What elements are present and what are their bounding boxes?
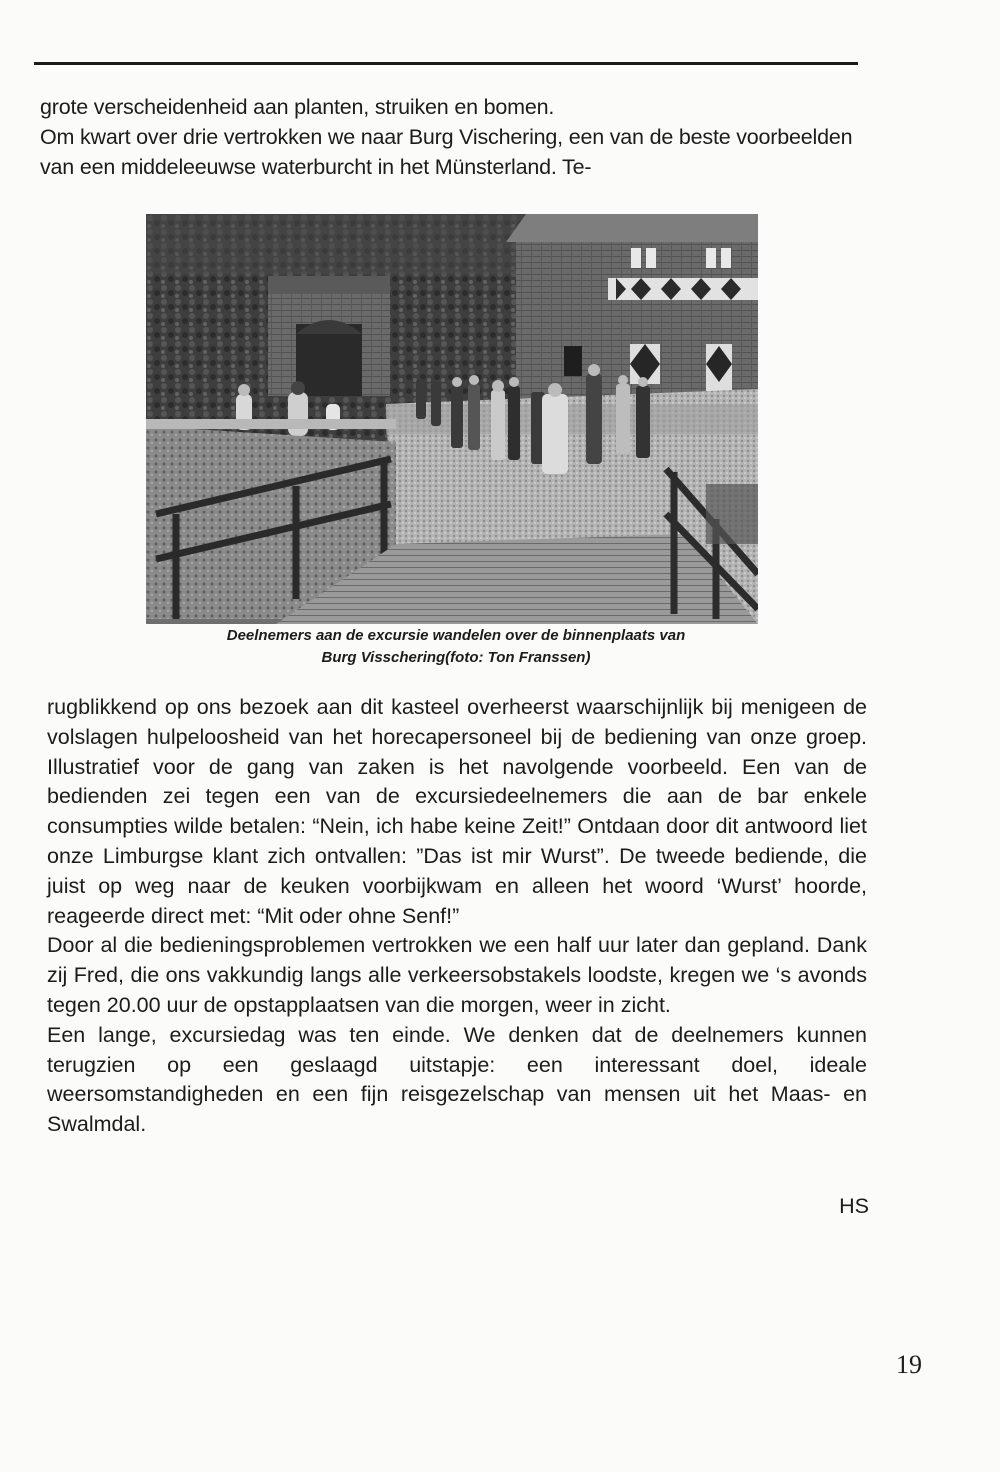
- header-rule: [34, 62, 858, 65]
- intro-text: [40, 92, 870, 182]
- body-paragraph-2: Door al die bedieningsproblemen vertrokken we een half uur later dan gepland. Dank zij Fred, die ons vakkundig langs alle verkeersobstakels loodste, kregen we ‘s avonds tegen 20.00 uur de opstapplaatsen van die morgen, weer in zicht.: [47, 933, 867, 1017]
- intro-paragraph-1: grote verscheidenheid aan planten, struiken en bomen.: [40, 95, 555, 119]
- page-number: 19: [896, 1350, 922, 1379]
- author-initials: HS: [839, 1194, 869, 1218]
- body-paragraph-3: Een lange, excursiedag was ten einde. We denken dat de deelnemers kunnen terugzien op een geslaagd uitstapje: een interessant doel, ideale weersomstandigheden en een fijn reisgezelschap van mensen uit het Maas- en Swalmdal.: [47, 1022, 867, 1137]
- article-body: [47, 693, 867, 1140]
- photo-caption: [140, 625, 772, 669]
- body-paragraph-1: rugblikkend op ons bezoek aan dit kasteel overheerst waarschijnlijk bij menigeen de volslagen hulpeloosheid van het horecapersoneel bij de bediening van onze groep. Illustratief voor de gang van zaken is het navolgende voorbeeld. Een van de bedienden zei tegen een van de excursiedeelnemers die aan de bar enkele consumpties wilde betalen: “Nein, ich habe keine Zeit!” Ontdaan door dit antwoord liet onze Limburgse klant zich ontvallen: ”Das ist mir Wurst”. De tweede bediende, die juist op weg naar de keuken voorbijkwam en alleen het woord ‘Wurst’ hoorde, reageerde direct met: “Mit oder ohne Senf!”: [47, 695, 867, 928]
- caption-line-2: Burg Visschering(foto: Ton Franssen): [321, 649, 591, 666]
- castle-courtyard-photo: [146, 214, 758, 624]
- caption-line-1: Deelnemers aan de excursie wandelen over de binnenplaats van: [226, 627, 686, 644]
- intro-paragraph-2: Om kwart over drie vertrokken we naar Burg Vischering, een van de beste voorbeelden van een middeleeuwse waterburcht in het Münsterland. Te-: [40, 125, 853, 179]
